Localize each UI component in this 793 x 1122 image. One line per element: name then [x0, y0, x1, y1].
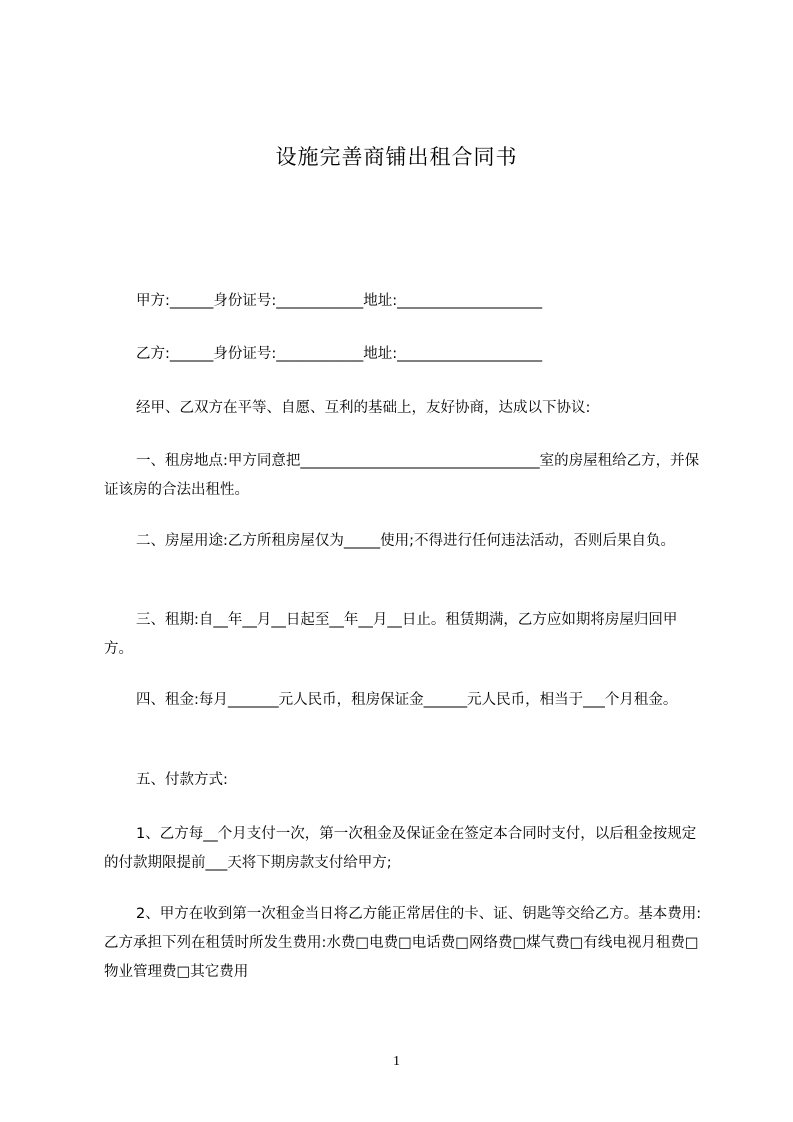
clause-location: 一、租房地点:甲方同意把_________________________________室的房屋租给乙方，并保证该房的合法出租性。: [104, 453, 700, 498]
clause-term: 三、租期:自__年__月__日起至__年__月__日止。租赁期满，乙方应如期将房屋归回甲方。: [104, 612, 678, 657]
party-a-line: 甲方:______身份证号:____________地址:____________________: [136, 293, 543, 309]
party-b-line: 乙方:______身份证号:____________地址:____________________: [136, 346, 543, 362]
clause-rent: 四、租金:每月_______元人民币，租房保证金______元人民币，相当于___个月租金。: [136, 692, 678, 708]
clause-payment-heading: 五、付款方式:: [136, 772, 228, 788]
intro-paragraph: 经甲、乙双方在平等、自愿、互利的基础上，友好协商，达成以下协议:: [136, 400, 591, 416]
page-number: 1: [393, 1054, 400, 1069]
payment-item-2: 2、甲方在收到第一次租金当日将乙方能正常居住的卡、证、钥匙等交给乙方。基本费用:乙方承担下列在租赁时所发生费用:水费□电费□电话费□网络费□煤气费□有线电视月租费□物业管理费□其它费用: [104, 906, 702, 980]
payment-item-1: 1、乙方每__个月支付一次，第一次租金及保证金在签定本合同时支付，以后租金按规定的付款期限提前___天将下期房款支付给甲方;: [104, 826, 697, 871]
clause-usage: 二、房屋用途:乙方所租房屋仅为_____使用;不得进行任何违法活动，否则后果自负。: [136, 533, 676, 549]
document-title: 设施完善商铺出租合同书: [275, 145, 518, 169]
